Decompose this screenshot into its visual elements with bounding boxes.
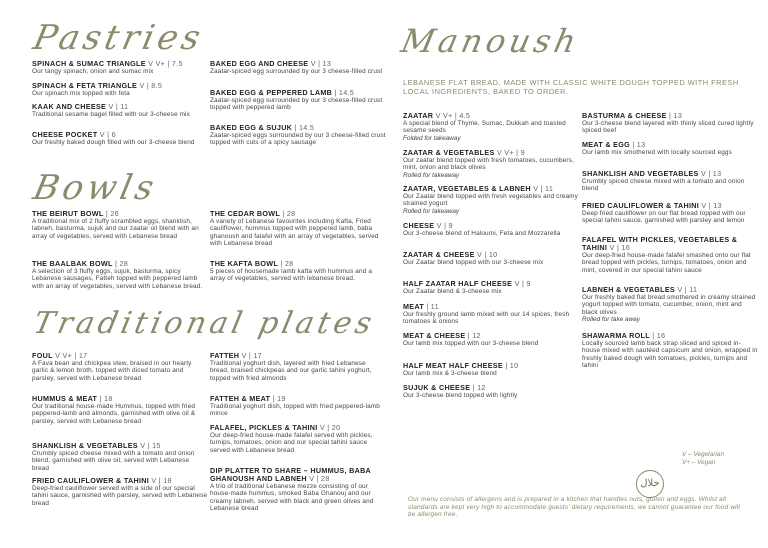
menu-item — [403, 280, 579, 295]
menu-item-price: | 28 — [280, 259, 294, 268]
menu-item-title — [403, 222, 579, 230]
menu-item — [210, 210, 386, 247]
menu-item-title — [582, 202, 758, 210]
menu-item-name: SHANKLISH & VEGETABLES — [32, 441, 138, 450]
menu-item-description: Our freshly baked dough filled with our 3-cheese blend — [32, 139, 195, 146]
menu-item-description: Crumbly spiced cheese mixed with a tomato and onion blend, garnished with olive oil, served with Lebanese bread — [32, 450, 195, 472]
menu-item-name: CHEESE POCKET — [32, 130, 98, 139]
menu-item-price: | 28 — [282, 209, 296, 218]
menu-item — [582, 202, 758, 225]
menu-item — [210, 89, 386, 112]
menu-item-price: V | 15 — [140, 441, 161, 450]
menu-item-title — [32, 442, 208, 450]
menu-item-price: | 12 — [472, 383, 486, 392]
menu-item-title — [32, 131, 208, 139]
menu-item-title — [210, 124, 386, 132]
menu-item-description: Traditional yoghurt dish, layered with fried Lebanese bread, braised chickpeas and our garlic tahini yoghurt, topped with fried almonds — [210, 360, 372, 382]
legend-vegetarian: V – Vegetarian — [682, 451, 725, 458]
menu-item — [403, 303, 579, 326]
menu-item-note: Rolled for takeaway — [403, 207, 460, 215]
menu-item-title — [582, 141, 758, 149]
menu-item-name: HALF MEAT HALF CHEESE — [403, 361, 503, 370]
menu-item-description: A variety of Lebanese favourites including Kafta, Fried cauliflower, hummus topped with peppered lamb, baba ghanoush and falafel with an array of vegetables, served with Lebanese bread — [210, 218, 379, 247]
menu-item-title — [210, 89, 386, 97]
menu-item-title — [582, 112, 758, 120]
menu-item-title — [32, 103, 208, 111]
menu-item — [403, 384, 579, 399]
menu-item-name: MEAT & CHEESE — [403, 331, 466, 340]
menu-item-description: A Fava bean and chickpea stew, braised in our hearty garlic & lemon broth, topped with diced tomato and parsley, served with Lebanese bread — [32, 360, 192, 382]
menu-item-price: V | 20 — [319, 423, 341, 432]
menu-item-description: Our tangy spinach, onion and sumac mix — [32, 68, 154, 75]
menu-item-title — [32, 210, 208, 218]
menu-item-price: | 18 — [99, 394, 113, 403]
menu-item-title — [403, 303, 579, 311]
menu-item-price: V | 10 — [477, 250, 498, 259]
menu-item-price: V | 11 — [533, 184, 554, 193]
menu-item-description: Traditional sesame bagel filled with our 3-cheese mix — [32, 111, 190, 118]
menu-item-name: THE KAFTA BOWL — [210, 259, 279, 268]
menu-item-description: Our Zaatar blend & 3-cheese mix — [403, 288, 502, 295]
menu-item — [32, 103, 208, 118]
menu-item-title — [210, 395, 386, 403]
menu-item-name: DIP PLATTER TO SHARE – HUMMUS, BABA GHANOUSH AND LABNEH — [210, 466, 371, 483]
menu-item-title — [403, 280, 579, 288]
menu-item-price: V | 16 — [609, 243, 630, 252]
menu-item-name: FOUL — [32, 351, 53, 360]
menu-item-title — [32, 60, 208, 68]
menu-item — [210, 467, 386, 512]
menu-item-name: FALAFEL, PICKLES & TAHINI — [210, 423, 318, 432]
menu-item-title — [210, 424, 386, 432]
menu-item-name: SHANKLISH AND VEGETABLES — [582, 169, 699, 178]
menu-item-price: V | 13 — [700, 169, 722, 178]
menu-item-description: Locally sourced lamb back strap sliced and spiced in-house mixed with sautéed capsicum and onion, wrapped in freshly baked dough with tomatoes, pickles, turnips and tahini — [582, 340, 758, 369]
menu-item — [403, 222, 579, 237]
menu-item-price: V | 9 — [436, 221, 453, 230]
menu-item — [582, 286, 758, 323]
menu-item — [32, 210, 208, 240]
menu-item — [210, 60, 386, 75]
menu-item-name: LABNEH & VEGETABLES — [582, 285, 676, 294]
menu-item-price: | 10 — [505, 361, 519, 370]
section-title-manoush: Manoush — [397, 22, 584, 60]
menu-item-title — [403, 112, 579, 120]
menu-item-description: A selection of 3 fluffy eggs, sujuk, basturma, spicy Lebanese sausages, Fatteh topped with peppered lamb with an array of vegetables, served with Lebanese bread. — [32, 268, 203, 290]
menu-item-description: Our traditional house-made Hummus, topped with fried peppered-lamb and almonds, garnished with olive oil & parsley, served with Lebanese bread — [32, 403, 196, 425]
menu-item-price: | 14.5 — [294, 123, 315, 132]
manoush-subtitle: LEBANESE FLAT BREAD, MADE WITH CLASSIC WHITE DOUGH TOPPED WITH FRESH LOCAL INGREDIENTS, BAKED TO ORDER. — [403, 78, 739, 96]
menu-item-price: V | 28 — [309, 474, 330, 483]
menu-item-title — [403, 332, 579, 340]
menu-item — [403, 185, 579, 215]
menu-item-name: FRIED CAULIFLOWER & TAHINI — [32, 476, 150, 485]
menu-item-price: V | 17 — [241, 351, 262, 360]
menu-item-description: Zaatar-spiced eggs surrounded by our 3 cheese-filled crust topped with cuts of a spicy sausage — [210, 132, 386, 147]
menu-item — [32, 352, 208, 382]
halal-logo: حلال — [636, 470, 664, 498]
menu-item-note: Rolled for take away — [582, 315, 640, 323]
menu-item-description: A special blend of Thyme, Sumac, Dukkah and toasted sesame seeds — [403, 120, 566, 135]
allergen-notice: Our menu consists of allergens and is prepared in a kitchen that handles nuts, gluten and eggs. Whilst all standards are kept very high to accommodate guests' dietary requirements, we cannot guarantee our food will be allergen free. — [408, 496, 741, 518]
menu-item-price: V | 11 — [677, 285, 698, 294]
menu-item-name: FATTEH — [210, 351, 240, 360]
menu-item-title — [32, 260, 208, 268]
menu-item — [32, 260, 208, 290]
menu-item — [403, 251, 579, 266]
menu-item-name: HUMMUS & MEAT — [32, 394, 98, 403]
menu-item-price: | 14.5 — [334, 88, 355, 97]
menu-item-title — [582, 332, 758, 340]
menu-item — [32, 82, 208, 97]
menu-item-price: V | 6 — [99, 130, 116, 139]
menu-item-description: Deep-fried cauliflower served with a side of our special tahini sauce, garnished with parsley, served with Lebanese bread — [32, 485, 208, 507]
menu-item-name: BAKED EGG AND CHEESE — [210, 59, 309, 68]
menu-item-price: | 28 — [114, 259, 129, 268]
menu-item-description: A traditional mix of 2 fluffy scrambled eggs, shanklish, labneh, basturma, sujuk and our zaatar oil blend with an array of vegetables, served with Lebanese bread — [32, 218, 199, 240]
menu-item-title — [403, 362, 579, 370]
menu-item-description: Our deep-fried house-made falafel smashed onto our flat bread topped with pickles, turnips, tomatoes, onion and mint, covered in our special tahini sauce — [582, 252, 751, 274]
menu-item-name: THE BAALBAK BOWL — [32, 259, 113, 268]
menu-item-description: 5 pieces of housemade lamb kafta with hummus and a array of vegetables, served with lebanese bread. — [210, 268, 373, 283]
menu-item-name: ZAATAR & VEGETABLES — [403, 148, 495, 157]
menu-item-name: CHEESE — [403, 221, 435, 230]
diet-legend — [682, 451, 724, 466]
menu-item-name: MEAT — [403, 302, 425, 311]
menu-item-price: | 26 — [105, 209, 119, 218]
menu-item-description: Zaatar-spiced egg surrounded by our 3 cheese-filled crust topped with peppered lamb — [210, 97, 383, 112]
menu-item-description: Our lamb mix topped with our 3-cheese blend — [403, 340, 539, 347]
menu-item-name: ZAATAR & CHEESE — [403, 250, 475, 259]
menu-item-price: V | 13 — [701, 201, 722, 210]
menu-item — [210, 352, 386, 382]
menu-item — [32, 442, 208, 472]
menu-item-price: | 19 — [272, 394, 286, 403]
menu-item-description: Our spinach mix topped with feta — [32, 90, 130, 97]
menu-item — [403, 149, 579, 179]
menu-item — [32, 395, 208, 425]
menu-item-price: V | 13 — [310, 59, 332, 68]
menu-item-name: THE CEDAR BOWL — [210, 209, 281, 218]
menu-item-price: V V+ | 9 — [496, 148, 525, 157]
menu-item-title — [582, 236, 758, 252]
menu-item-title — [210, 467, 386, 483]
menu-item-title — [403, 185, 579, 193]
menu-item-description: Crumbly spiced cheese mixed with a tomato and onion blend — [582, 178, 745, 193]
menu-item-description: Our deep-fried house-made falafel served with pickles, turnips, tomatoes, onion and our special tahini sauce served with Lebanese bread — [210, 432, 373, 454]
menu-item-name: BAKED EGG & SUJUK — [210, 123, 293, 132]
menu-item-name: THE BEIRUT BOWL — [32, 209, 104, 218]
menu-item-description: Our lamb mix smothered with locally sourced eggs — [582, 149, 732, 156]
menu-item-note: Rolled for takeaway — [403, 171, 460, 179]
menu-item-description: Our zaatar blend topped with fresh tomatoes, cucumbers, mint, onion and black olives — [403, 157, 574, 172]
menu-item-name: SPINACH & SUMAC TRIANGLE — [32, 59, 146, 68]
menu-item-price: V | 8.5 — [139, 81, 163, 90]
menu-item — [210, 260, 386, 283]
section-title-bowls: Bowls — [29, 168, 162, 208]
menu-item-description: Our lamb mix & 3-cheese blend — [403, 370, 497, 377]
menu-item-name: KAAK AND CHEESE — [32, 102, 107, 111]
menu-item-description: Zaatar-spiced egg surrounded by our 3 cheese-filled crust — [210, 68, 383, 75]
menu-item-name: FATTEH & MEAT — [210, 394, 271, 403]
menu-item-description: A trio of traditional Lebanese mezze consisting of our house-made hummus, smoked Baba Ghanouj and our creamy labneh, served with black and green olives and Lebanese bread — [210, 483, 374, 512]
menu-item-title — [32, 477, 208, 485]
menu-item — [403, 332, 579, 347]
menu-item — [403, 362, 579, 377]
menu-item-price: | 13 — [632, 140, 646, 149]
menu-item-title — [32, 352, 208, 360]
menu-item-title — [403, 251, 579, 259]
menu-item-name: MEAT & EGG — [582, 140, 630, 149]
menu-item-name: ZAATAR, VEGETABLES & LABNEH — [403, 184, 531, 193]
menu-item-note: Folded for takeaway — [403, 134, 461, 142]
menu-item — [32, 477, 208, 507]
menu-item-description: Our Zaatar blend topped with fresh vegetables and creamy strained yogurt — [403, 193, 579, 208]
menu-item-description: Our freshly baked flat bread smothered in creamy strained yogurt topped with tomato, cucumber, onion, mint and black olives — [582, 294, 756, 316]
menu-item-description: Our freshly ground lamb mixed with our 14 spices, fresh tomatoes & onions — [403, 311, 570, 326]
legend-vegan: V+ – Vegan — [682, 458, 716, 466]
menu-item-title — [210, 352, 386, 360]
menu-item — [210, 124, 386, 147]
section-title-traditional-plates: Traditional plates — [30, 306, 379, 341]
menu-item — [582, 112, 758, 135]
menu-item-title — [210, 60, 386, 68]
menu-item-description: Our Zaatar blend topped with our 3-cheese mix — [403, 259, 544, 266]
menu-item-title — [582, 170, 758, 178]
menu-item-price: V V+ | 17 — [55, 351, 88, 360]
menu-item-title — [210, 260, 386, 268]
menu-item-description: Our 3-cheese blend of Haloumi, Feta and Mozzarella — [403, 230, 561, 237]
menu-item-name: SHAWARMA ROLL — [582, 331, 650, 340]
menu-item-name: BASTURMA & CHEESE — [582, 111, 667, 120]
menu-item-price: V V+ | 7.5 — [148, 59, 183, 68]
menu-item-name: HALF ZAATAR HALF CHEESE — [403, 279, 513, 288]
menu-item — [582, 141, 758, 156]
menu-item — [210, 395, 386, 418]
menu-item-price: V | 18 — [151, 476, 172, 485]
menu-item-price: | 11 — [426, 302, 439, 311]
menu-item-description: Our 3-cheese blend layered with thinly sliced cured lightly spiced beef — [582, 120, 754, 135]
menu-item-description: Traditional yoghurt dish, topped with fried peppered-lamb mince — [210, 403, 380, 418]
menu-item-title — [32, 82, 208, 90]
menu-item-price: V | 9 — [514, 279, 531, 288]
menu-item-title — [403, 384, 579, 392]
menu-item-description: Our 3-cheese blend topped with lightly — [403, 392, 518, 399]
menu-item — [582, 170, 758, 193]
menu-item — [582, 332, 758, 369]
menu-item-title — [210, 210, 386, 218]
menu-item — [210, 424, 386, 454]
menu-item — [32, 131, 208, 146]
menu-item-price: V V+ | 4.5 — [435, 111, 471, 120]
menu-item-title — [403, 149, 579, 157]
menu-item-price: | 13 — [669, 111, 683, 120]
menu-item — [582, 236, 758, 274]
menu-item-description: Deep fried cauliflower on our flat bread topped with our special tahini sauce, garnished with parsley and lemon — [582, 210, 746, 225]
menu-item-name: SPINACH & FETA TRIANGLE — [32, 81, 138, 90]
menu-item-price: V | 11 — [108, 102, 129, 111]
menu-item-name: ZAATAR — [403, 111, 434, 120]
menu-item-title — [32, 395, 208, 403]
menu-item-price: | 12 — [467, 331, 481, 340]
menu-item-name: FRIED CAULIFLOWER & TAHINI — [582, 201, 700, 210]
menu-item-title — [582, 286, 758, 294]
menu-item-name: FALAFEL WITH PICKLES, VEGETABLES & TAHINI — [582, 235, 738, 252]
menu-item — [403, 112, 579, 142]
section-title-pastries: Pastries — [29, 18, 208, 58]
menu-item-name: SUJUK & CHEESE — [403, 383, 471, 392]
menu-item-price: | 16 — [652, 331, 666, 340]
menu-item-name: BAKED EGG & PEPPERED LAMB — [210, 88, 333, 97]
menu-item — [32, 60, 208, 75]
